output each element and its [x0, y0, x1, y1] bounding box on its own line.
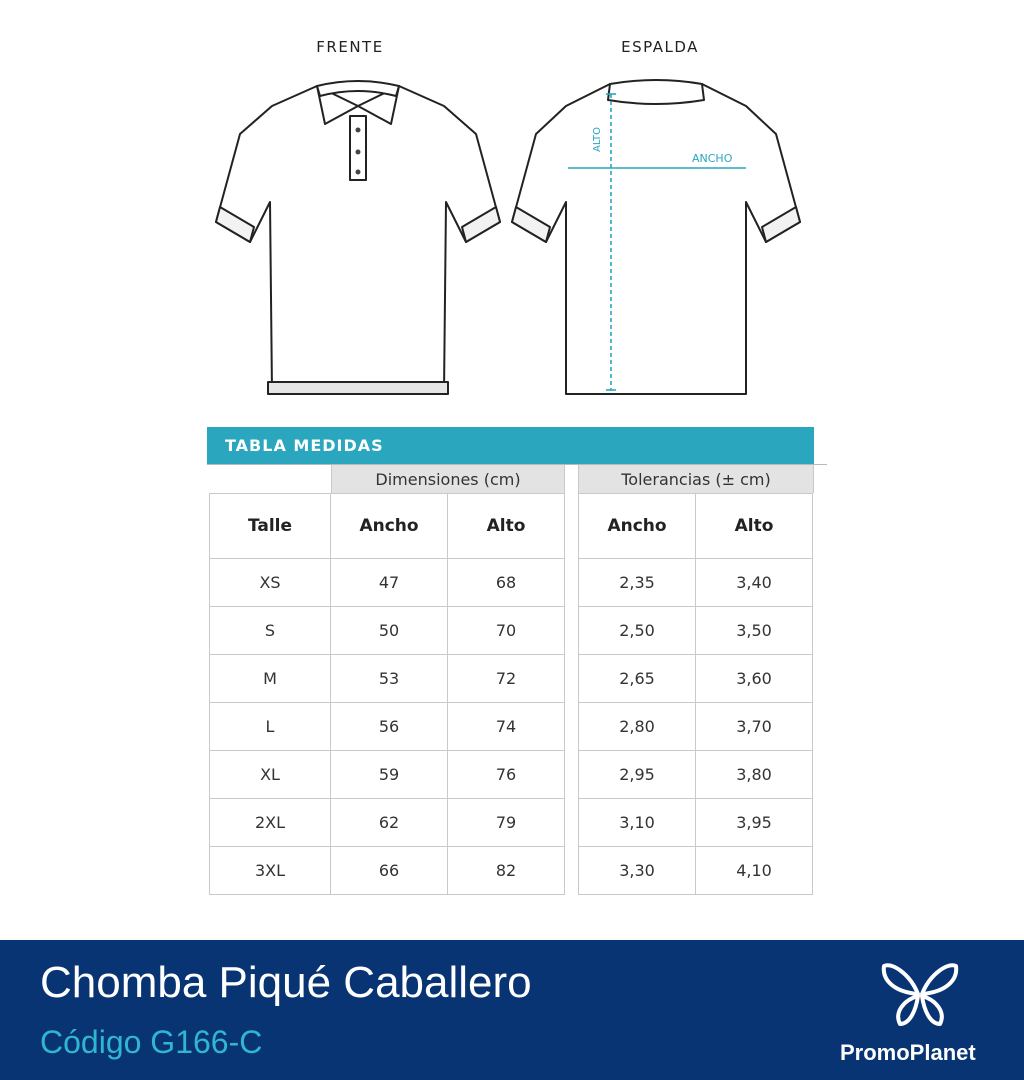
- tolerance-width-cell: 2,80: [579, 703, 696, 751]
- size-cell: XS: [210, 559, 331, 607]
- table-row: [579, 751, 813, 799]
- tolerance-height-cell: 3,70: [696, 703, 813, 751]
- width-cell: 53: [331, 655, 448, 703]
- tolerance-width-cell: 2,65: [579, 655, 696, 703]
- height-cell: 68: [448, 559, 565, 607]
- width-cell: 66: [331, 847, 448, 895]
- size-cell: L: [210, 703, 331, 751]
- table-row: [579, 703, 813, 751]
- size-cell: S: [210, 607, 331, 655]
- table-row: [579, 799, 813, 847]
- table-header-row: [579, 494, 813, 559]
- height-cell: 72: [448, 655, 565, 703]
- table-row: [210, 559, 565, 607]
- height-cell: 70: [448, 607, 565, 655]
- tolerance-height-header: Alto: [696, 494, 813, 559]
- width-cell: 62: [331, 799, 448, 847]
- table-row: [210, 655, 565, 703]
- table-row: [579, 607, 813, 655]
- table-row: [210, 607, 565, 655]
- ancho-measure-label: ANCHO: [692, 152, 733, 165]
- dimensions-header: Dimensiones (cm): [331, 465, 565, 493]
- product-code: Código G166-C: [40, 1024, 263, 1060]
- alto-measure-label: ALTO: [592, 126, 603, 152]
- back-view-label: ESPALDA: [621, 38, 699, 56]
- table-row: [579, 655, 813, 703]
- table-row: [210, 799, 565, 847]
- tolerance-width-header: Ancho: [579, 494, 696, 559]
- size-cell: M: [210, 655, 331, 703]
- tolerances-header: Tolerancias (± cm): [578, 465, 814, 493]
- brand-name: PromoPlanet: [840, 1040, 976, 1065]
- tolerances-table: [578, 493, 813, 895]
- butterfly-logo-icon: [880, 954, 960, 1034]
- tolerance-width-cell: 2,50: [579, 607, 696, 655]
- tolerance-height-cell: 3,80: [696, 751, 813, 799]
- dimensions-table: [209, 493, 565, 895]
- product-footer: [0, 940, 1024, 1080]
- tolerance-height-cell: 3,50: [696, 607, 813, 655]
- height-cell: 76: [448, 751, 565, 799]
- height-cell: 82: [448, 847, 565, 895]
- height-cell: 79: [448, 799, 565, 847]
- product-name: Chomba Piqué Caballero: [40, 958, 532, 1007]
- size-table-banner: [207, 427, 814, 464]
- tolerance-width-cell: 3,10: [579, 799, 696, 847]
- width-cell: 47: [331, 559, 448, 607]
- tolerance-width-cell: 2,35: [579, 559, 696, 607]
- table-row: [210, 751, 565, 799]
- width-cell: 50: [331, 607, 448, 655]
- size-cell: 2XL: [210, 799, 331, 847]
- table-row: [210, 847, 565, 895]
- tolerance-width-cell: 2,95: [579, 751, 696, 799]
- size-column-header: Talle: [210, 494, 331, 559]
- table-row: [579, 847, 813, 895]
- tolerance-height-cell: 3,95: [696, 799, 813, 847]
- front-view-label: FRENTE: [316, 38, 384, 56]
- tolerance-width-cell: 3,30: [579, 847, 696, 895]
- width-column-header: Ancho: [331, 494, 448, 559]
- polo-front-illustration: [212, 72, 502, 402]
- size-table-title: TABLA MEDIDAS: [225, 436, 384, 455]
- height-column-header: Alto: [448, 494, 565, 559]
- table-row: [210, 703, 565, 751]
- width-cell: 56: [331, 703, 448, 751]
- height-cell: 74: [448, 703, 565, 751]
- tolerance-height-cell: 3,60: [696, 655, 813, 703]
- polo-back-illustration: [508, 72, 808, 402]
- size-cell: XL: [210, 751, 331, 799]
- table-header-row: [210, 494, 565, 559]
- tolerance-height-cell: 3,40: [696, 559, 813, 607]
- tolerance-height-cell: 4,10: [696, 847, 813, 895]
- table-row: [579, 559, 813, 607]
- width-cell: 59: [331, 751, 448, 799]
- size-cell: 3XL: [210, 847, 331, 895]
